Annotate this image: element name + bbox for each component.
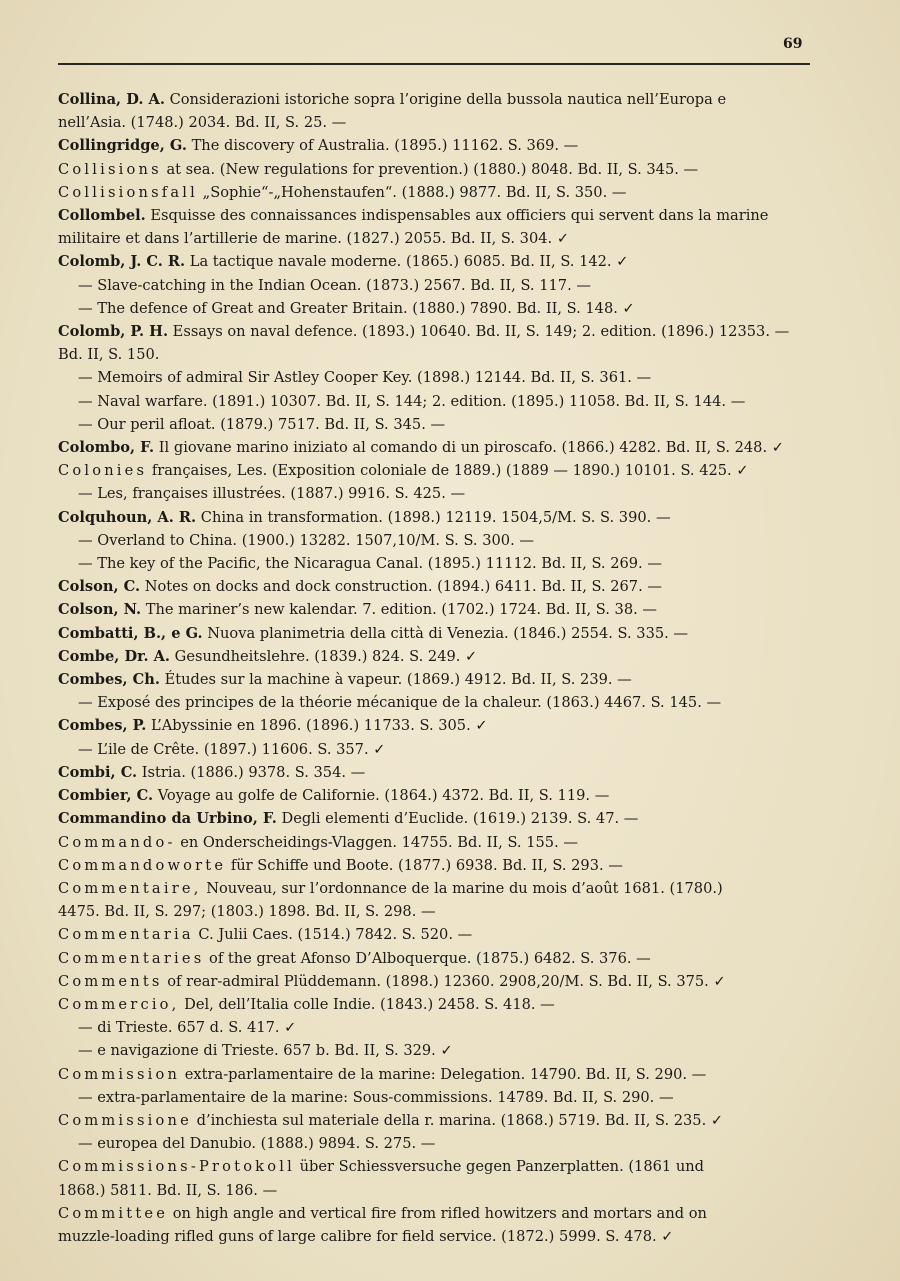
entry-text-line: 1868.) 5811. Bd. II, S. 186. — (58, 1181, 278, 1199)
index-entries (58, 88, 818, 1248)
index-entry (58, 714, 818, 737)
entry-heading: Combier, C. (58, 787, 154, 805)
index-entry (58, 1202, 818, 1248)
entry-text-line: „Sophie“-„Hohenstaufen“. (1888.) 9877. Bd. II, S. 350. — (202, 183, 627, 201)
entry-heading: Colomb, P. H. (58, 323, 169, 341)
entry-text-line: Istria. (1886.) 9378. S. 354. — (141, 763, 366, 781)
entry-text-line: über Schiessversuche gegen Panzerplatten. (1861 und (299, 1158, 704, 1176)
entry-heading: Combes, Ch. (58, 671, 160, 689)
entry-text-line: Overland to China. (1900.) 13282. 1507,10/M. S. S. 300. — (97, 531, 534, 549)
entry-text-line: C. Julii Caes. (1514.) 7842. S. 520. — (198, 926, 473, 944)
entry-heading: Colomb, J. C. R. (58, 253, 186, 271)
entry-text-line: 4475. Bd. II, S. 297; (1803.) 1898. Bd. II, S. 298. — (58, 903, 436, 921)
entry-heading: Collombel. (58, 207, 146, 225)
index-entry (58, 459, 818, 482)
entry-heading: Collina, D. A. (58, 91, 165, 108)
entry-heading: Commentaire, (58, 879, 202, 897)
index-entry (58, 181, 818, 204)
entry-text-line: of the great Afonso D’Alboquerque. (1875.) 6482. S. 376. — (209, 949, 651, 967)
index-entry (58, 622, 818, 645)
entry-heading: Commissions-Protokoll (58, 1158, 295, 1176)
entry-heading: — (78, 1088, 93, 1106)
entry-text-line: Nuova planimetria della città di Venezia. (1846.) 2554. S. 335. — (207, 624, 689, 642)
entry-text-line: Our peril afloat. (1879.) 7517. Bd. II, S. 345. — (97, 415, 446, 433)
index-entry (58, 134, 818, 157)
entry-heading: Commando- (58, 833, 176, 851)
index-entry (58, 784, 818, 807)
index-entry (58, 413, 818, 436)
index-entry (58, 1109, 818, 1132)
index-entry (58, 923, 818, 946)
entry-text-line: Naval warfare. (1891.) 10307. Bd. II, S. 144; 2. edition. (1895.) 11058. Bd. II, S. 144. — (97, 392, 746, 410)
index-entry (58, 970, 818, 993)
index-entry (58, 88, 818, 134)
entry-text-line: europea del Danubio. (1888.) 9894. S. 275. — (97, 1135, 436, 1153)
entry-text-line: Esquisse des connaissances indispensables aux officiers qui servent dans la marine (150, 207, 769, 225)
entry-text-line: militaire et dans l’artillerie de marine. (1827.) 2055. Bd. II, S. 304. ✓ (58, 230, 570, 248)
entry-heading: Commissione (58, 1111, 192, 1129)
entry-text-line: Essays on naval defence. (1893.) 10640. Bd. II, S. 149; 2. edition. (1896.) 12353. — (172, 323, 790, 341)
index-entry (58, 158, 818, 181)
entry-text-line: The key of the Pacific, the Nicaragua Canal. (1895.) 11112. Bd. II, S. 269. — (97, 555, 662, 573)
entry-text-line: La tactique navale moderne. (1865.) 6085. Bd. II, S. 142. ✓ (189, 253, 629, 271)
index-entry (58, 390, 818, 413)
index-entry (58, 250, 818, 273)
entry-heading: Collingridge, G. (58, 137, 187, 155)
entry-text-line: Il giovane marino iniziato al comando di un piroscafo. (1866.) 4282. Bd. II, S. 248. ✓ (158, 439, 784, 457)
entry-text-line: Del, dell’Italia colle Indie. (1843.) 2458. S. 418. — (184, 995, 555, 1013)
index-entry (58, 738, 818, 761)
entry-heading: Comments (58, 972, 163, 990)
index-entry (58, 552, 818, 575)
entry-text-line: Gesundheitslehre. (1839.) 824. S. 249. ✓ (174, 647, 478, 665)
entry-text-line: The mariner’s new kalendar. 7. edition. (1702.) 1724. Bd. II, S. 38. — (145, 601, 658, 619)
entry-text-line: Memoirs of admiral Sir Astley Cooper Key. (1898.) 12144. Bd. II, S. 361. — (97, 369, 652, 387)
entry-text-line: Voyage au golfe de Californie. (1864.) 4372. Bd. II, S. 119. — (157, 787, 610, 805)
entry-heading: — (78, 694, 93, 712)
entry-text-line: The discovery of Australia. (1895.) 11162. S. 369. — (191, 137, 579, 155)
entry-text-line: Bd. II, S. 150. (58, 346, 160, 364)
page-number: 69 (783, 36, 803, 52)
entry-heading: — (78, 299, 93, 317)
index-entry (58, 436, 818, 459)
entry-heading: Collisionsfall (58, 183, 199, 201)
entry-heading: — (78, 555, 93, 573)
entry-heading: — (78, 531, 93, 549)
entry-heading: Commentaries (58, 949, 205, 967)
entry-text-line: Slave-catching in the Indian Ocean. (1873.) 2567. Bd. II, S. 117. — (97, 276, 591, 294)
index-entry (58, 320, 818, 366)
entry-text-line: für Schiffe und Boote. (1877.) 6938. Bd. II, S. 293. — (230, 856, 623, 874)
entry-text-line: on high angle and vertical fire from rifled howitzers and mortars and on (172, 1204, 707, 1222)
entry-heading: — (78, 415, 93, 433)
index-entry (58, 1016, 818, 1039)
entry-heading: — (78, 485, 93, 503)
entry-text-line: The defence of Great and Greater Britain. (1880.) 7890. Bd. II, S. 148. ✓ (97, 299, 635, 317)
index-entry (58, 761, 818, 784)
entry-text-line: en Onderscheidings-Vlaggen. 14755. Bd. II, S. 155. — (180, 833, 578, 851)
entry-heading: Commission (58, 1065, 181, 1083)
entry-text-line: Considerazioni istoriche sopra l’origine della bussola nautica nell’Europa e (169, 91, 727, 108)
entry-text-line: e navigazione di Trieste. 657 b. Bd. II, S. 329. ✓ (97, 1042, 453, 1060)
entry-heading: Commandino da Urbino, F. (58, 810, 277, 828)
entry-heading: — (78, 392, 93, 410)
index-entry (58, 691, 818, 714)
index-entry (58, 482, 818, 505)
entry-heading: Colombo, F. (58, 439, 155, 457)
entry-heading: Collisions (58, 160, 162, 178)
entry-heading: Combes, P. (58, 717, 147, 735)
entry-text-line: Les, françaises illustrées. (1887.) 9916. S. 425. — (97, 485, 466, 503)
index-entry (58, 807, 818, 830)
index-entry (58, 877, 818, 923)
entry-text-line: Degli elementi d’Euclide. (1619.) 2139. S. 47. — (281, 810, 639, 828)
entry-heading: — (78, 740, 93, 758)
entry-heading: Commentaria (58, 926, 194, 944)
index-entry (58, 274, 818, 297)
entry-heading: — (78, 1135, 93, 1153)
entry-heading: Combatti, B., e G. (58, 624, 203, 642)
entry-text-line: Exposé des principes de la théorie mécanique de la chaleur. (1863.) 4467. S. 145. — (97, 694, 722, 712)
index-entry (58, 645, 818, 668)
entry-heading: Colson, C. (58, 578, 141, 596)
entry-text-line: extra-parlamentaire de la marine: Sous-commissions. 14789. Bd. II, S. 290. — (97, 1088, 674, 1106)
entry-heading: Colonies (58, 462, 148, 480)
index-entry (58, 529, 818, 552)
entry-text-line: di Trieste. 657 d. S. 417. ✓ (97, 1019, 297, 1037)
entry-text-line: d’inchiesta sul materiale della r. marina. (1868.) 5719. Bd. II, S. 235. ✓ (196, 1111, 724, 1129)
entry-heading: Colquhoun, A. R. (58, 508, 197, 526)
entry-heading: Committee (58, 1204, 169, 1222)
entry-text-line: Notes on docks and dock construction. (1894.) 6411. Bd. II, S. 267. — (144, 578, 662, 596)
entry-text-line: nell’Asia. (1748.) 2034. Bd. II, S. 25. — (58, 114, 347, 132)
entry-text-line: L’ile de Crête. (1897.) 11606. S. 357. ✓ (97, 740, 386, 758)
entry-heading: — (78, 1019, 93, 1037)
index-entry (58, 366, 818, 389)
entry-text-line: China in transformation. (1898.) 12119. 1504,5/M. S. S. 390. — (200, 508, 671, 526)
index-entry (58, 506, 818, 529)
index-entry (58, 1132, 818, 1155)
entry-text-line: Nouveau, sur l’ordonnance de la marine du mois d’août 1681. (1780.) (206, 879, 723, 897)
index-entry (58, 1155, 818, 1201)
index-entry (58, 575, 818, 598)
entry-text-line: at sea. (New regulations for prevention.) (1880.) 8048. Bd. II, S. 345. — (166, 160, 699, 178)
index-entry (58, 993, 818, 1016)
entry-heading: — (78, 276, 93, 294)
entry-text-line: muzzle-loading rifled guns of large calibre for field service. (1872.) 5999. S. 478. ✓ (58, 1227, 674, 1245)
index-entry (58, 598, 818, 621)
index-entry (58, 831, 818, 854)
index-entry (58, 204, 818, 250)
entry-heading: Combe, Dr. A. (58, 647, 171, 665)
entry-heading: Colson, N. (58, 601, 142, 619)
entry-heading: — (78, 1042, 93, 1060)
entry-heading: Combi, C. (58, 763, 138, 781)
index-entry (58, 668, 818, 691)
entry-text-line: extra-parlamentaire de la marine: Delegation. 14790. Bd. II, S. 290. — (184, 1065, 707, 1083)
index-entry (58, 947, 818, 970)
index-entry (58, 1039, 818, 1062)
index-entry (58, 1063, 818, 1086)
index-entry (58, 1086, 818, 1109)
entry-heading: Commercio, (58, 995, 180, 1013)
entry-text-line: L’Abyssinie en 1896. (1896.) 11733. S. 305. ✓ (150, 717, 488, 735)
entry-text-line: Études sur la machine à vapeur. (1869.) 4912. Bd. II, S. 239. — (164, 671, 632, 689)
entry-heading: — (78, 369, 93, 387)
entry-heading: Commandoworte (58, 856, 227, 874)
index-entry (58, 297, 818, 320)
entry-text-line: françaises, Les. (Exposition coloniale de 1889.) (1889 — 1890.) 10101. S. 425. ✓ (151, 462, 749, 480)
index-entry (58, 854, 818, 877)
header-rule (58, 63, 810, 65)
entry-text-line: of rear-admiral Plüddemann. (1898.) 12360. 2908,20/M. S. Bd. II, S. 375. ✓ (167, 972, 726, 990)
